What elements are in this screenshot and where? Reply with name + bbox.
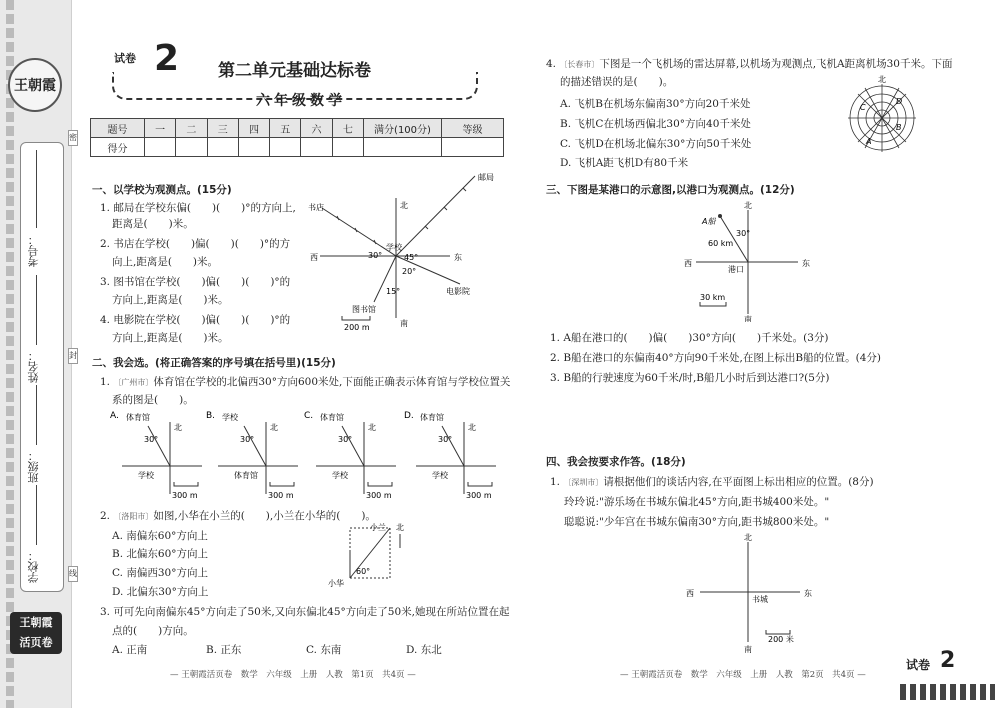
map-cinema-label: 电影院 <box>446 287 470 296</box>
brand-bottom-line: 活页卷 <box>19 636 53 649</box>
map-east-label: 东 <box>454 253 462 262</box>
question-text: 2. 〔洛阳市〕如图,小华在小兰的( ),小兰在小华的( )。 <box>100 510 376 522</box>
question-text: 4. 〔长春市〕下图是一个飞机场的雷达屏幕,以机场为观测点,飞机A距离机场30千米。下面 <box>546 58 953 70</box>
choice-letter: A. <box>110 411 119 421</box>
section-4-title: 四、我会按要求作答。(18分) <box>546 456 686 468</box>
question-text: 请根据他们的谈话内容,在平面图上标出相应的位置。(8分) <box>603 476 874 488</box>
region-tag: 〔深圳市〕 <box>563 478 604 487</box>
angle-label: 30° <box>144 435 159 444</box>
choice-option[interactable]: A. 正南 <box>112 644 148 656</box>
score-cell: 一 <box>145 119 176 138</box>
figure-bottom-label: 学校 <box>332 471 348 480</box>
direction-line <box>148 426 170 466</box>
brand-bottom-line: 王朝霞 <box>19 616 53 629</box>
dialogue-line: 聪聪说:"少年宫在书城东偏南30°方向,距书城800米处。" <box>564 516 830 528</box>
footer-right: — 王朝霞活页卷 数学 六年级 上册 人教 第2页 共4页 — <box>620 670 866 680</box>
city-north-label: 北 <box>744 533 752 542</box>
paper-number: 2 <box>154 38 180 79</box>
question-text: 下图是一个飞机场的雷达屏幕,以机场为观测点,飞机A距离机场30千米。下面 <box>599 58 953 70</box>
score-input-cell[interactable] <box>238 138 269 157</box>
question-text: 1. 邮局在学校东偏( )( )°的方向上, <box>100 202 296 214</box>
scale-bar <box>174 482 198 486</box>
paper-badge: 试卷 <box>114 52 136 65</box>
seal-mark: 密 <box>68 130 78 146</box>
name-label: 姓名： <box>27 350 40 383</box>
angle-label: 60° <box>356 567 371 576</box>
score-cell: 得分 <box>91 138 145 157</box>
figure-bottom-label: 体育馆 <box>234 471 258 480</box>
port-north-label: 北 <box>744 201 752 210</box>
seal-mark: 线 <box>68 566 78 582</box>
footer-left: — 王朝霞活页卷 数学 六年级 上册 人教 第1页 共4页 — <box>170 670 416 680</box>
choice-letter: D. <box>404 411 414 421</box>
question-text: 方向上,距离是( )米。 <box>112 332 229 344</box>
score-input-cell[interactable] <box>301 138 332 157</box>
question-text: 2. 书店在学校( )偏( )( )°的方 <box>100 238 291 250</box>
school-map-figure <box>300 168 510 338</box>
brand-logo: 王朝霞 <box>8 58 62 112</box>
bookcity-label: 书城 <box>752 595 768 604</box>
choice-option[interactable]: D. 东北 <box>406 644 442 656</box>
score-cell: 五 <box>270 119 301 138</box>
question-text: 方向上,距离是( )米。 <box>112 294 229 306</box>
page-title: 第二单元基础达标卷 <box>218 61 371 81</box>
score-cell: 二 <box>176 119 207 138</box>
figure-scale-label: 300 m <box>466 491 492 500</box>
map-post-label: 邮局 <box>478 173 494 182</box>
map-south-label: 南 <box>400 319 408 328</box>
choice-option[interactable] <box>302 408 398 503</box>
question-text: 的描述错误的是( )。 <box>560 76 674 88</box>
figure-north-label: 北 <box>270 423 278 432</box>
score-input-cell[interactable] <box>270 138 301 157</box>
page-subtitle: 六年级数学 <box>256 93 346 109</box>
map-scale-label: 200 m <box>344 323 370 332</box>
angle-label: 30° <box>240 435 255 444</box>
score-cell: 七 <box>332 119 363 138</box>
choice-option[interactable] <box>204 408 300 503</box>
question-text: 系的图是( )。 <box>112 394 194 406</box>
choice-option[interactable]: A. 南偏东60°方向上 <box>112 530 208 542</box>
name-line <box>36 275 37 345</box>
question-text: 1. 〔广州市〕体育馆在学校的北偏西30°方向600米处,下面能正确表示体育馆与学校位置关 <box>100 376 511 388</box>
choice-option[interactable] <box>108 408 204 503</box>
question-text: 向上,距离是( )米。 <box>112 256 219 268</box>
city-west-label: 西 <box>686 589 694 598</box>
xiaolan-label: 小兰 <box>370 523 386 532</box>
choice-figure <box>204 408 300 500</box>
direction-line <box>244 426 266 466</box>
question-text: 3. 图书馆在学校( )偏( )( )°的 <box>100 276 291 288</box>
score-cell: 四 <box>238 119 269 138</box>
figure-north-label: 北 <box>368 423 376 432</box>
figure-scale-label: 300 m <box>366 491 392 500</box>
map-west-label: 西 <box>310 253 318 262</box>
region-tag: 〔长春市〕 <box>559 60 600 69</box>
figure-north-label: 北 <box>174 423 182 432</box>
question-text: 3. B船的行驶速度为60千米/时,B船几小时后到达港口?(5分) <box>550 372 830 384</box>
map-north-label: 北 <box>400 201 408 210</box>
paper-number-bottom: 2 <box>940 648 956 673</box>
direction-line <box>342 426 364 466</box>
school-label: 学校： <box>27 550 40 583</box>
choice-figure <box>302 408 398 500</box>
angle-label: 30° <box>338 435 353 444</box>
exam-number-label: 考号： <box>27 234 40 267</box>
score-cell: 满分(100分) <box>364 119 442 138</box>
choice-option[interactable]: B. 北偏东60°方向上 <box>112 548 209 560</box>
distance-label: 60 km <box>708 239 734 248</box>
angle-label: 45° <box>404 253 419 262</box>
scale-bar <box>368 482 392 486</box>
choice-option[interactable]: C. 飞机D在机场北偏东30°方向50千米处 <box>560 138 752 150</box>
brand-bottom-badge <box>10 612 62 654</box>
north-label: 北 <box>396 523 404 532</box>
score-table <box>90 118 504 157</box>
class-line <box>36 385 37 445</box>
score-cell: 六 <box>301 119 332 138</box>
score-header-row <box>91 119 504 138</box>
question-text: 3. 可可先向南偏东45°方向走了50米,又向东偏北45°方向走了50米,她现在所站位置在起 <box>100 606 510 618</box>
radar-north-label: 北 <box>878 75 886 84</box>
port-south-label: 南 <box>744 315 752 322</box>
direction-line <box>442 426 464 466</box>
figure-scale-label: 300 m <box>268 491 294 500</box>
score-input-cell[interactable] <box>332 138 363 157</box>
choice-option[interactable] <box>402 408 498 503</box>
port-map-figure <box>680 198 830 322</box>
port-scale-label: 30 km <box>700 293 726 302</box>
radar-screen-figure <box>838 72 928 162</box>
region-tag: 〔洛阳市〕 <box>113 512 154 521</box>
dialogue-line: 玲玲说:"游乐场在书城东偏北45°方向,距书城400米处。" <box>564 496 830 508</box>
choice-letter: B. <box>206 411 216 421</box>
city-east-label: 东 <box>804 589 812 598</box>
score-input-cell[interactable] <box>207 138 238 157</box>
score-input-cell[interactable] <box>145 138 176 157</box>
xiaolan-xiaohua-figure <box>326 520 426 590</box>
school-line <box>36 485 37 545</box>
angle-label: 30° <box>736 229 751 238</box>
choice-option[interactable]: C. 南偏西30°方向上 <box>112 567 208 579</box>
score-value-row <box>91 138 504 157</box>
city-south-label: 南 <box>744 645 752 654</box>
binding-stripes <box>6 0 14 708</box>
figure-north-label: 北 <box>468 423 476 432</box>
angle-label: 20° <box>402 267 417 276</box>
choice-option[interactable]: C. 东南 <box>306 644 342 656</box>
figure-top-label: 学校 <box>222 413 238 422</box>
score-input-cell[interactable] <box>176 138 207 157</box>
question-text: 1. 〔深圳市〕请根据他们的谈话内容,在平面图上标出相应的位置。(8分) <box>550 476 874 488</box>
section-2-title: 二、我会选。(将正确答案的序号填在括号里)(15分) <box>92 357 336 369</box>
plane-a-label: A <box>866 137 872 146</box>
score-cell: 三 <box>207 119 238 138</box>
region-tag: 〔广州市〕 <box>113 378 154 387</box>
choice-option[interactable]: B. 正东 <box>206 644 242 656</box>
score-input-cell[interactable] <box>442 138 504 157</box>
port-west-label: 西 <box>684 259 692 268</box>
class-label: 班级： <box>27 450 40 483</box>
city-scale-label: 200 米 <box>768 635 794 644</box>
paper-badge-bottom: 试卷 <box>906 658 931 672</box>
plane-d-label: D <box>896 97 903 106</box>
figure-bottom-label: 学校 <box>138 471 154 480</box>
choice-option[interactable]: A. 飞机B在机场东偏南30°方向20千米处 <box>560 98 751 110</box>
question-text: 体育馆在学校的北偏西30°方向600米处,下面能正确表示体育馆与学校位置关 <box>153 376 511 388</box>
port-label: 港口 <box>728 265 744 274</box>
figure-bottom-label: 学校 <box>432 471 448 480</box>
exam-number-line <box>36 150 37 228</box>
choice-letter: C. <box>304 411 314 421</box>
ship-a-label: A船 <box>702 217 716 226</box>
choice-option[interactable]: D. 北偏东30°方向上 <box>112 586 209 598</box>
angle-label: 30° <box>438 435 453 444</box>
angle-label: 30° <box>368 251 383 260</box>
port-east-label: 东 <box>802 259 810 268</box>
seal-mark: 封 <box>68 348 78 364</box>
question-text: 4. 电影院在学校( )偏( )( )°的 <box>100 314 291 326</box>
map-bookstore-label: 书店 <box>308 203 324 212</box>
choice-figure <box>108 408 204 500</box>
question-text: 1. A船在港口的( )偏( )30°方向( )千米处。(3分) <box>550 332 829 344</box>
question-text: 点的( )方向。 <box>112 625 194 637</box>
plane-b-label: B <box>896 123 902 132</box>
score-cell: 等级 <box>442 119 504 138</box>
figure-top-label: 体育馆 <box>320 413 344 422</box>
section-1-title: 一、以学校为观测点。(15分) <box>92 184 232 196</box>
choice-figure <box>402 408 498 500</box>
choice-option[interactable]: D. 飞机A距飞机D有80千米 <box>560 157 689 169</box>
section-3-title: 三、下图是某港口的示意图,以港口为观测点。(12分) <box>546 184 795 196</box>
map-library-label: 图书馆 <box>352 305 376 314</box>
bookcity-map-figure <box>680 530 830 656</box>
plane-c-label: C <box>860 103 866 112</box>
figure-scale-label: 300 m <box>172 491 198 500</box>
score-input-cell[interactable] <box>364 138 442 157</box>
decorative-stripes <box>900 684 995 700</box>
map-center-label: 学校 <box>386 243 402 252</box>
question-text: 距离是( )米。 <box>112 218 194 230</box>
choice-option[interactable]: B. 飞机C在机场西偏北30°方向40千米处 <box>560 118 751 130</box>
figure-top-label: 体育馆 <box>420 413 444 422</box>
xiaohua-label: 小华 <box>328 579 344 588</box>
figure-top-label: 体育馆 <box>126 413 150 422</box>
question-text: 2. B船在港口的东偏南40°方向90千米处,在图上标出B船的位置。(4分) <box>550 352 881 364</box>
scale-bar <box>468 482 492 486</box>
scale-bar <box>270 482 294 486</box>
angle-label: 15° <box>386 287 401 296</box>
question-text: 如图,小华在小兰的( ),小兰在小华的( )。 <box>153 510 376 522</box>
score-cell: 题号 <box>91 119 145 138</box>
